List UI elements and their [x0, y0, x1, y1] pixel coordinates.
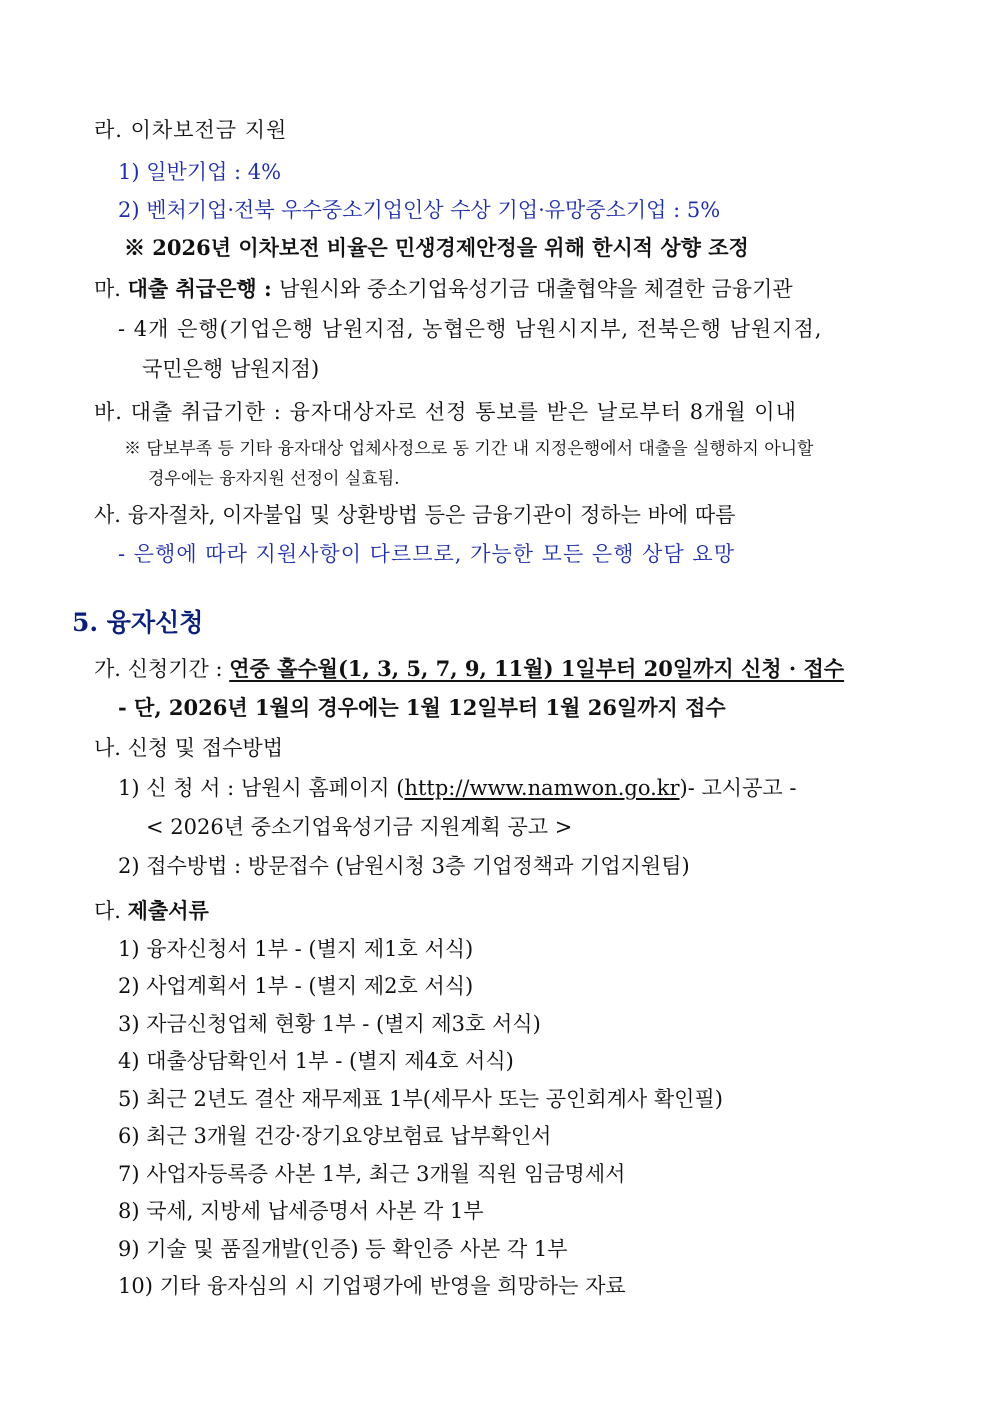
- da-title: [94, 897, 209, 925]
- doc-item: 3) 자금신청업체 현황 1부 - (별지 제3호 서식): [118, 1012, 541, 1036]
- na-title: 나. 신청 및 접수방법: [94, 736, 283, 760]
- doc-item: 4) 대출상담확인서 1부 - (별지 제4호 서식): [118, 1049, 514, 1073]
- doc-item: 8) 국세, 지방세 납세증명서 사본 각 1부: [118, 1199, 484, 1223]
- da-prefix: 다.: [94, 899, 128, 923]
- doc-item: 6) 최근 3개월 건강·장기요양보험료 납부확인서: [118, 1124, 552, 1148]
- da-bold-label: 제출서류: [127, 898, 209, 923]
- doc-item: 7) 사업자등록증 사본 1부, 최근 3개월 직원 임금명세서: [118, 1162, 626, 1186]
- ga-line: [94, 655, 844, 683]
- ma-line-1: - 4개 은행(기업은행 남원지점, 농협은행 남원시지부, 전북은행 남원지점,: [118, 317, 823, 341]
- section-ma-title: [94, 275, 793, 303]
- doc-item: 1) 융자신청서 1부 - (별지 제1호 서식): [118, 937, 474, 961]
- doc-item: 5) 최근 2년도 결산 재무제표 1부(세무사 또는 공인회계사 확인필): [118, 1087, 723, 1111]
- section-ra-title: 라. 이차보전금 지원: [94, 118, 288, 142]
- sa-line-1: - 은행에 따라 지원사항이 다르므로, 가능한 모든 은행 상담 요망: [118, 542, 735, 566]
- section-ba-title: 바. 대출 취급기한 : 융자대상자로 선정 통보를 받은 날로부터 8개월 이내: [94, 400, 797, 424]
- section-sa-title: 사. 융자절차, 이자불입 및 상환방법 등은 금융기관이 정하는 바에 따름: [94, 503, 736, 527]
- na1-suffix: )- 고시공고 -: [679, 776, 797, 800]
- ra-item-1: 1) 일반기업 : 4%: [118, 160, 282, 184]
- na-item-1-line2: < 2026년 중소기업육성기금 지원계획 공고 >: [146, 815, 573, 839]
- doc-item: 10) 기타 융자심의 시 기업평가에 반영을 희망하는 자료: [118, 1274, 626, 1298]
- ma-line-2: 국민은행 남원지점): [142, 357, 320, 381]
- ga-sub-note: - 단, 2026년 1월의 경우에는 1월 12일부터 1월 26일까지 접수: [118, 695, 726, 720]
- na-item-2: 2) 접수방법 : 방문접수 (남원시청 3층 기업정책과 기업지원팀): [118, 854, 690, 878]
- ba-note-2: 경우에는 융자지원 선정이 실효됨.: [148, 469, 400, 489]
- doc-item: 9) 기술 및 품질개발(인증) 등 확인증 사본 각 1부: [118, 1237, 568, 1261]
- na1-prefix: 1) 신 청 서 : 남원시 홈페이지 (: [118, 776, 405, 800]
- ma-text: 남원시와 중소기업육성기금 대출협약을 체결한 금융기관: [279, 277, 793, 301]
- ra-note: ※ 2026년 이차보전 비율은 민생경제안정을 위해 한시적 상향 조정: [124, 235, 749, 260]
- ra-item-2: 2) 벤처기업·전북 우수중소기업인상 수상 기업·유망중소기업 : 5%: [118, 198, 721, 222]
- section-5-heading: 5. 융자신청: [72, 608, 204, 637]
- ma-prefix: 마.: [94, 277, 128, 301]
- ga-prefix: 가. 신청기간 :: [94, 657, 230, 681]
- doc-item: 2) 사업계획서 1부 - (별지 제2호 서식): [118, 974, 474, 998]
- na-item-1: [118, 774, 796, 802]
- homepage-link[interactable]: http://www.namwon.go.kr: [404, 776, 680, 800]
- ga-application-period: 연중 홀수월(1, 3, 5, 7, 9, 11월) 1일부터 20일까지 신청 · 접수: [229, 656, 845, 681]
- ma-bold-label: 대출 취급은행 :: [127, 276, 280, 301]
- ba-note-1: ※ 담보부족 등 기타 융자대상 업체사정으로 동 기간 내 지정은행에서 대출을 실행하지 아니할: [124, 439, 814, 459]
